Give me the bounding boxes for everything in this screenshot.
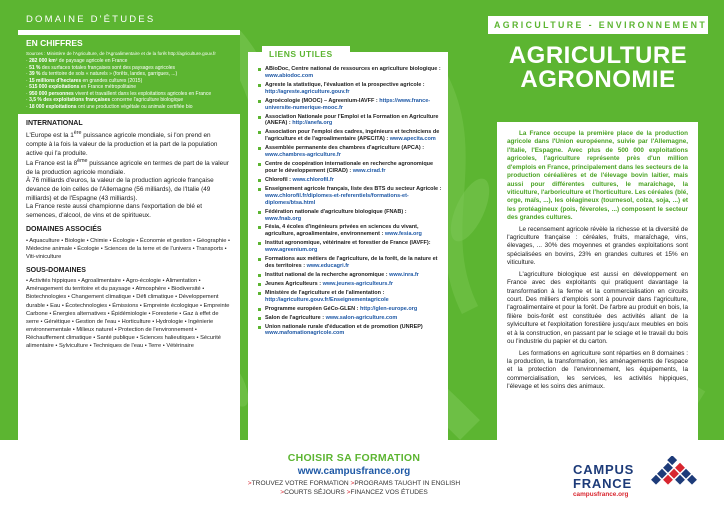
chiffre-item: · 950 000 personnes vivent et travaillent dans les exploitations agricoles en France (26, 90, 212, 97)
body-paragraph: Les formations en agriculture sont réparties en 8 domaines : la production, la transformation, les aménagements de l'espace et la protection de l'environnement, les équipements, la commercialisation, les services, les activités hippiques, l'élevage et les soins des animaux. (507, 349, 688, 391)
lien-item: Salon de l'agriculture : www.salon-agriculture.com (258, 315, 442, 322)
lien-url[interactable]: www.chlorofil.fr (292, 176, 334, 183)
lien-url[interactable]: www.inra.fr (389, 271, 419, 278)
lien-item: Agroécologie (MOOC) – Agreenium-IAVFF : https://www.france-universite-numerique-mooc.fr (258, 98, 442, 112)
lien-item: Institut agronomique, vétérinaire et forestier de France (IAVFF): www.agreenium.org (258, 240, 442, 254)
lien-url[interactable]: www.educagri.fr (306, 263, 350, 270)
lien-item: Formations aux métiers de l'agriculture, de la forêt, de la nature et des territoires : www.educagri.fr (258, 256, 442, 270)
arrow-icon: > (350, 480, 355, 487)
en-chiffres-title: EN CHIFFRES (26, 38, 83, 48)
arrow-icon: > (247, 480, 252, 487)
campusfrance-link[interactable]: www.campusfrance.org (297, 466, 411, 477)
liens-utiles-tab: LIENS UTILES (262, 46, 350, 62)
chiffre-item: · 39 % du territoire de sols « naturels » (forêts, landes, garrigues, ...) (26, 71, 178, 78)
lien-item: Association Nationale pour l'Emploi et la Formation en Agriculture (ANEFA) : http://anefa.org (258, 114, 442, 128)
chiffre-item: · 282 000 km² de paysage agricole en France (26, 58, 128, 65)
body-paragraph: L'agriculture biologique est aussi en développement en France avec des exploitants qui pratiquent davantage la transformation à la ferme et la commercialisation en circuits court. Des milliers d'emplois sont à pourvoir dans l'agriculture, l'agroalimentaire et pour la forêt. De l'arbre au produit en bois, la filière bois-forêt est constituée des activités allant de la sylviculture et l'exploitation forestière jusqu'aux meubles en bois et à la construction, en passant par le sciage et le travail du bois ou l'industrie du papier et du carton. (507, 270, 688, 346)
domaine-etudes-column (18, 10, 240, 440)
lien-item: Centre de coopération internationale en recherche agronomique pour le développement (CIRAD) : www.cirad.fr (258, 161, 442, 175)
title-line-agronomie: AGRONOMIE (520, 66, 676, 94)
lien-item: Institut national de la recherche agronomique : www.inra.fr (258, 272, 442, 279)
page-title (488, 44, 708, 93)
international-title: INTERNATIONAL (26, 120, 83, 128)
lien-url[interactable]: www.jeunes-agriculteurs.fr (322, 280, 393, 287)
chiffre-item: · 515 000 exploitations en France métropolitaine (26, 84, 137, 91)
footer-nav (244, 479, 464, 497)
lien-item: ABioDoc, Centre national de ressources en agriculture biologique : www.abiodoc.com (258, 66, 442, 80)
lien-url[interactable]: www.salon-agriculture.com (325, 314, 398, 321)
chiffre-item: · 15 millions d'hectares en grandes cultures (2015) (26, 77, 143, 84)
lien-url[interactable]: www.apecita.com (389, 136, 436, 143)
lien-url[interactable]: https://www.france-universite-numerique-mooc.fr (265, 97, 431, 111)
trouvez-formation-link[interactable]: TROUVEZ VOTRE FORMATION (251, 480, 349, 487)
arrow-icon: > (346, 489, 351, 497)
international-text: L'Europe est la 1ère puissance agricole mondiale, si l'on prend en compte à la fois la valeur de la production et la part de la population active qui l'a produite. La France est la 8ème puissance agricole en termes de part de la valeur de la production agricole mondiale. À 76 milliards d'euros, la valeur de la production agricole française devance de loin celles de l'Allemagne (56 milliards), de l'Italie (49 milliards) et de l'Espagne (43 milliards). La France reste aussi championne dans l'exportation de blé et semences, d'alcool, de vins et de spiritueux. (26, 130, 229, 219)
lien-url[interactable]: http://glen-europe.org (360, 305, 418, 312)
footer-links (244, 452, 464, 497)
body-paragraph: Le recensement agricole révèle la richesse et la diversité de l'agriculture française : céréales, fruits, maraîchage, vins, élevages, ... 30% des moyennes et grandes exploitations sont spécialisées en bovins, 23% en grandes cultures et 15% en viticulture. (507, 225, 688, 267)
lien-url[interactable]: www.cirad.fr (352, 167, 386, 174)
lien-url[interactable]: www.fnab.org (265, 215, 302, 222)
domaine-etudes-header: DOMAINE D'ÉTUDES (18, 10, 240, 30)
chiffre-item: · 51 % des surfaces totales françaises sont des paysages agricoles (26, 64, 175, 71)
lien-url[interactable]: http://agreste.agriculture.gouv.fr (265, 88, 350, 95)
lien-item: Enseignement agricole français, liste des BTS du secteur Agricole : www.chlorofil.fr/diplomes-et-referentiels/formations-et-diplomes/btsa.html (258, 186, 442, 207)
arrow-icon: > (280, 489, 285, 497)
liens-list (248, 52, 448, 337)
lien-item: Programme européen GéCo-GLEN : http://glen-europe.org (258, 306, 442, 313)
presentation-column (497, 122, 698, 440)
publication-date: Décembre 2018 (440, 361, 445, 390)
sous-domaines-text: • Activités hippiques • Agroalimentaire • Agro-écologie • Alimentation • Aménagement du territoire et du paysage • Atmosphère • Biodiversité • Biotechnologies • Changement climatique • Défi climatique • Développement durable • Eau • Écotechnologies • Émissions • Empreinte écologique • Empreinte Carbone • Énergies alternatives • Épidémiologie • Foresterie • Gaz à effet de serre • Génétique • Gestion de l'eau • Horticulture • Hydrologie • Ingénierie environnementale • Milieux naturel • Protection de l'environnement • Réchauffement climatique • Santé publique • Sciences halieutiques • Sécurité alimentaire • Sylviculture • Techniques de l'eau • Terre • Vétérinaire (26, 278, 230, 349)
lien-item: Chlorofil : www.chlorofil.fr (258, 177, 442, 184)
domaines-associes-title: DOMAINES ASSOCIÉS (26, 226, 102, 234)
domaines-associes-text: • Aquaculture • Biologie • Chimie • Écologie • Économie et gestion • Géographie • Médecine animale • Écologie • Sciences de la terre et de l'univers • Transports • Viti-viniculture (26, 237, 230, 260)
logo-france: FRANCE (573, 476, 632, 491)
liens-utiles-column (248, 52, 448, 440)
lien-url[interactable]: http://anefa.org (292, 120, 333, 127)
choisir-formation-heading: CHOISIR SA FORMATION (287, 452, 421, 464)
lien-url[interactable]: www.fesia.org (384, 231, 422, 238)
chiffres-source: Sources : Ministère de l'Agriculture, de l'Agroalimentaire et de la forêt http://agriculture.gouv.fr (26, 51, 216, 57)
campus-france-logo (573, 456, 703, 504)
chiffres-list (26, 58, 232, 110)
sous-domaines-title: SOUS-DOMAINES (26, 266, 86, 274)
lien-url[interactable]: www.chlorofil.fr/diplomes-et-referentiels/formations-et-diplomes/btsa.html (265, 192, 409, 206)
en-chiffres-box (18, 35, 240, 114)
lien-item: Association pour l'emploi des cadres, ingénieurs et techniciens de l'agriculture et de l'agroalimentaire (APECITA) : www.apecita.com (258, 129, 442, 143)
lien-url[interactable]: www.agreenium.org (265, 247, 318, 254)
logo-diamond-icon (647, 456, 703, 490)
lien-item: Fésia, 4 écoles d'ingénieurs privées en sciences du vivant, agriculture, agroalimentaire, environnement : www.fesia.org (258, 224, 442, 238)
logo-campus: CAMPUS (573, 462, 635, 477)
lien-url[interactable]: www.mafomationagricole.com (265, 330, 345, 337)
programs-english-link[interactable]: PROGRAMS TAUGHT IN ENGLISH (354, 480, 461, 487)
lien-url[interactable]: www.chambres-agriculture.fr (265, 152, 341, 159)
lien-item: Jeunes Agriculteurs : www.jeunes-agriculteurs.fr (258, 281, 442, 288)
logo-url[interactable]: campusfrance.org (573, 491, 629, 498)
lien-url[interactable]: http://agriculture.gouv.fr/Enseignementagricole (265, 296, 389, 303)
lien-item: Assemblée permanente des chambres d'agriculture (APCA) : www.chambres-agriculture.fr (258, 145, 442, 159)
lien-item: Agreste la statistique, l'évaluation et la prospective agricole : http://agreste.agriculture.gouv.fr (258, 82, 442, 96)
agriculture-environnement-header: AGRICULTURE - ENVIRONNEMENT (488, 16, 708, 34)
financez-etudes-link[interactable]: FINANCEZ VOS ÉTUDES (350, 489, 428, 497)
chiffre-item: · 18 000 exploitations ont une production végétale ou animale certifiée bio (26, 103, 193, 110)
chiffre-item: · 3,5 % des exploitations françaises concerne l'agriculture biologique (26, 97, 184, 104)
title-line-agriculture: AGRICULTURE (508, 42, 688, 69)
lien-item: Fédération nationale d'agriculture biologique (FNAB) : www.fnab.org (258, 209, 442, 223)
lien-item: Union nationale rurale d'éducation et de promotion (UNREP) www.mafomationagricole.com (258, 324, 442, 338)
lead-paragraph: La France occupe la première place de la production agricole dans l'Union européenne, suivie par l'Allemagne, l'Italie, l'Espagne. Avec plus de 500 000 exploitations agricoles, l'agriculture représente près d'un million d'emplois en France, principalement dans les secteurs de la production céréalières et de l'élevage bovin laitier, mais aussi pour différentes cultures, le maraîchage, la viticulture, l'arboriculture et l'horticulture. Les céréales (blé, orge, maïs, ...), les oléagineux (tournesol, colza, soja, ...) et les protéagineux (pois, féveroles, ...) composent le secteur des grandes cultures. (507, 130, 688, 222)
courts-sejours-link[interactable]: COURTS SÉJOURS (284, 489, 345, 497)
lien-item: Ministère de l'agriculture et de l'alimentation : http://agriculture.gouv.fr/Enseignementagricole (258, 290, 442, 304)
lien-url[interactable]: www.abiodoc.com (265, 72, 314, 79)
